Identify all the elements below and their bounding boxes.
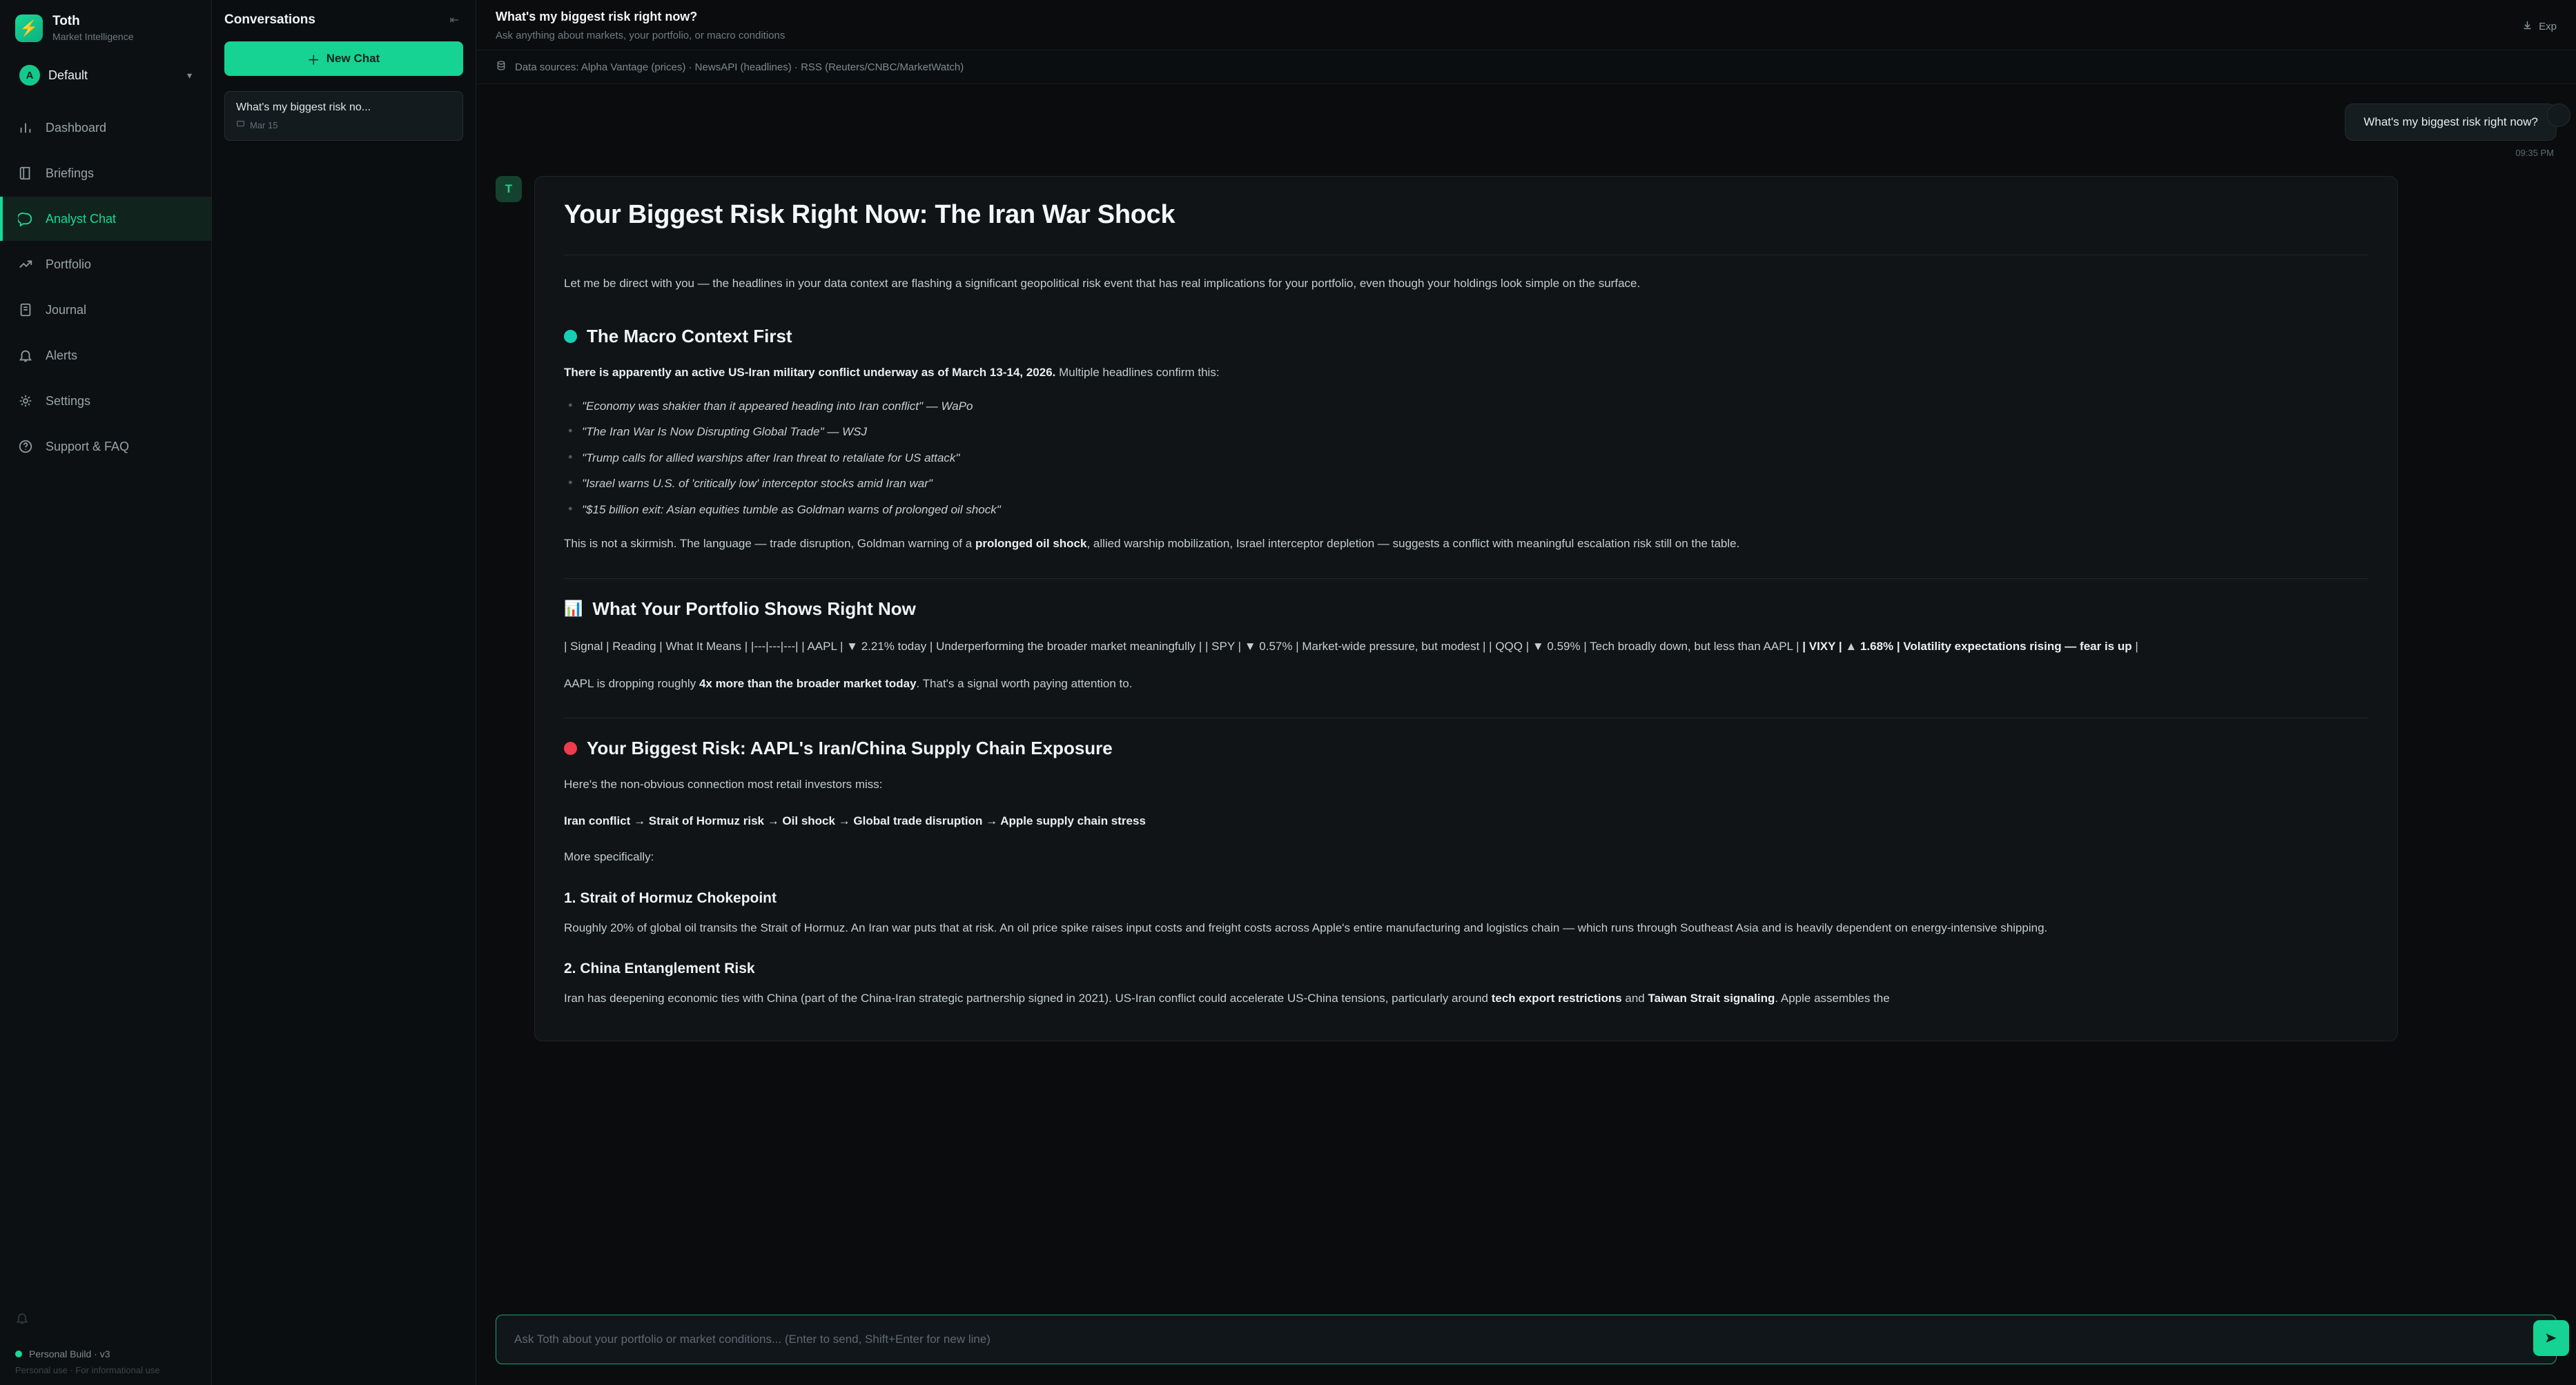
brand-name: Toth xyxy=(52,14,80,28)
data-sources-text: Data sources: Alpha Vantage (prices) · NewsAPI (headlines) · RSS (Reuters/CNBC/MarketWatch) xyxy=(515,61,964,73)
assistant-title: Your Biggest Risk Right Now: The Iran War Shock xyxy=(564,200,1175,229)
sidebar-item-label: Briefings xyxy=(46,166,95,180)
page-subtitle: Ask anything about markets, your portfolio, or macro conditions xyxy=(496,30,786,41)
sidebar-item-journal[interactable] xyxy=(0,288,211,332)
macro-closer xyxy=(564,535,2368,553)
build-label: Personal Build · v3 xyxy=(29,1348,110,1359)
sidebar-item-analyst-chat[interactable] xyxy=(0,197,211,241)
sidebar-item-label: Support & FAQ xyxy=(46,439,130,453)
plus-icon: ＋ xyxy=(307,53,320,67)
chevron-down-icon[interactable]: ▾ xyxy=(186,69,192,81)
bar-chart-icon xyxy=(18,120,33,135)
user-message xyxy=(496,84,2557,158)
help-circle-icon xyxy=(18,439,33,454)
portfolio-signal-table xyxy=(564,636,2368,658)
portfolio-note-b: . That's a signal worth paying attention to. xyxy=(916,677,1133,691)
export-label: Exp xyxy=(2539,21,2557,32)
sidebar-item-label: Journal xyxy=(46,302,87,317)
risk-point-body-2a: Iran has deepening economic ties with China (part of the China-Iran strategic partnership signed in 2021). US-Iran conflict could accelerate US-China tensions, particularly around xyxy=(564,991,1492,1005)
conversation-list xyxy=(224,91,463,141)
risk-point-body-mid: and xyxy=(1621,991,1648,1005)
sidebar-item-briefings[interactable] xyxy=(0,151,211,195)
data-sources-bar xyxy=(476,50,2576,84)
section-heading-label: What Your Portfolio Shows Right Now xyxy=(592,598,916,619)
send-button[interactable] xyxy=(2533,1320,2569,1356)
macro-lead-rest: Multiple headlines confirm this: xyxy=(1055,366,1220,380)
sidebar-item-settings[interactable] xyxy=(0,379,211,423)
trending-up-icon xyxy=(18,257,33,272)
portfolio-note-strong: 4x more than the broader market today xyxy=(699,677,917,691)
book-icon xyxy=(18,166,33,181)
download-icon xyxy=(2521,19,2533,34)
composer[interactable] xyxy=(496,1315,2557,1364)
conversation-meta xyxy=(236,119,451,130)
divider xyxy=(564,578,2368,579)
conversation-title: What's my biggest risk no... xyxy=(236,101,371,113)
status-dot-icon xyxy=(15,1350,22,1357)
message-scroll-area[interactable] xyxy=(476,84,2576,1385)
new-chat-label: New Chat xyxy=(326,52,380,65)
notebook-icon xyxy=(18,302,33,317)
chat-bubble-icon xyxy=(18,211,33,226)
sidebar-item-label: Alerts xyxy=(46,348,78,362)
risk-point-strong-2: Taiwan Strait signaling xyxy=(1648,991,1775,1005)
teal-circle-icon xyxy=(564,330,577,343)
macro-closer-strong: prolonged oil shock xyxy=(975,537,1087,551)
risk-chain: Iran conflict → Strait of Hormuz risk → Oil shock → Global trade disruption → Apple supply chain stress xyxy=(564,814,1146,827)
risk-point-heading-1: 1. Strait of Hormuz Chokepoint xyxy=(564,890,777,906)
list-item: • "The Iran War Is Now Disrupting Global Trade" — WSJ xyxy=(564,423,2368,441)
page-title: What's my biggest risk right now? xyxy=(496,10,698,23)
table-text-vol: 1.68% | Volatility expectations rising — fear is up xyxy=(1860,639,2132,653)
conversations-title: Conversations xyxy=(224,12,315,27)
bar-chart-emoji-icon: 📊 xyxy=(564,600,583,618)
list-item: • "$15 billion exit: Asian equities tumble as Goldman warns of prolonged oil shock" xyxy=(564,501,2368,519)
workspace-name: Default xyxy=(48,68,88,82)
risk-more: More specifically: xyxy=(564,850,654,864)
sidebar-footer xyxy=(0,1311,211,1385)
new-chat-button[interactable] xyxy=(224,41,463,76)
sidebar-item-label: Analyst Chat xyxy=(46,211,117,226)
message-icon xyxy=(236,119,245,130)
assistant-intro: Let me be direct with you — the headlines in your data context are flashing a significant geopolitical risk event that has real implications for your portfolio, even though your holdings look simple on the surface. xyxy=(564,277,1641,290)
bolt-icon: ⚡ xyxy=(15,14,43,42)
risk-lead: Here's the non-obvious connection most retail investors miss: xyxy=(564,778,883,792)
macro-closer-b: , allied warship mobilization, Israel interceptor depletion — suggests a conflict with meaningful escalation risk still on the table. xyxy=(1086,537,1740,551)
risk-point-body-1: Roughly 20% of global oil transits the Strait of Hormuz. An Iran war puts that at risk. An oil price spike raises input costs and freight costs across Apple's entire manufacturing and logistics chain — which runs through Southeast Asia and is heavily dependent on energy-intensive shipping. xyxy=(564,921,2048,934)
main-panel xyxy=(476,0,2576,1385)
gear-icon xyxy=(18,393,33,409)
workspace-switcher[interactable] xyxy=(11,57,200,93)
sidebar-item-portfolio[interactable] xyxy=(0,242,211,286)
scroll-edge-button[interactable] xyxy=(2547,104,2570,127)
section-heading-label: Your Biggest Risk: AAPL's Iran/China Supply Chain Exposure xyxy=(587,738,1113,759)
export-button[interactable] xyxy=(2521,10,2557,34)
list-item[interactable] xyxy=(224,91,463,141)
sidebar-item-dashboard[interactable] xyxy=(0,106,211,150)
bell-icon[interactable] xyxy=(15,1311,196,1348)
conversation-date: Mar 15 xyxy=(250,119,278,130)
table-text-c: | xyxy=(2131,639,2138,653)
portfolio-note xyxy=(564,675,2368,693)
section-heading-macro xyxy=(564,326,2368,347)
macro-lead xyxy=(564,364,2368,382)
sidebar-item-label: Dashboard xyxy=(46,120,107,135)
sidebar-item-label: Portfolio xyxy=(46,257,92,271)
section-heading-portfolio xyxy=(564,598,2368,620)
list-item: • "Israel warns U.S. of 'critically low' interceptor stocks amid Iran war" xyxy=(564,475,2368,493)
risk-point-strong-1: tech export restrictions xyxy=(1491,991,1622,1005)
avatar: T xyxy=(496,176,522,202)
avatar: A xyxy=(19,65,40,86)
build-status xyxy=(15,1348,196,1359)
chat-input[interactable] xyxy=(514,1333,2538,1346)
risk-point-body-2 xyxy=(564,990,2368,1008)
headline-list xyxy=(564,397,2368,519)
build-note: Personal use · For informational use xyxy=(15,1365,160,1375)
red-circle-icon xyxy=(564,742,577,755)
sidebar-item-alerts[interactable] xyxy=(0,333,211,377)
brand-tagline: Market Intelligence xyxy=(52,31,134,42)
assistant-message-card xyxy=(534,176,2398,1041)
brand xyxy=(0,0,211,53)
conversations-header xyxy=(212,0,476,37)
table-text-a: | Signal | Reading | What It Means | |---|---|---| | AAPL | ▼ 2.21% today | Underperforming the broader market meaningfully | | SPY | ▼ 0.57% | Market-wide pressure, but modest | | QQQ | ▼ 0.59% | Tech broadly down, but less than AAPL | xyxy=(564,639,1803,653)
main-header xyxy=(476,0,2576,50)
conversations-panel xyxy=(212,0,476,1385)
bell-icon xyxy=(18,348,33,363)
risk-point-body-2b: . Apple assembles the xyxy=(1775,991,1890,1005)
list-item: • "Economy was shakier than it appeared heading into Iran conflict" — WaPo xyxy=(564,397,2368,415)
table-text-vixy: | VIXY | xyxy=(1802,639,1842,653)
sidebar xyxy=(0,0,212,1385)
macro-lead-strong: There is apparently an active US-Iran military conflict underway as of March 13-14, 2026. xyxy=(564,366,1056,380)
message-timestamp: 09:35 PM xyxy=(2515,148,2554,158)
sidebar-item-support-faq[interactable] xyxy=(0,424,211,469)
table-text-b: ▲ xyxy=(1842,639,1860,653)
section-heading-risk xyxy=(564,738,2368,759)
composer-area xyxy=(476,1299,2576,1385)
assistant-message xyxy=(496,158,2557,1041)
section-heading-label: The Macro Context First xyxy=(587,326,792,347)
user-message-bubble: What's my biggest risk right now? xyxy=(2345,104,2557,141)
portfolio-note-a: AAPL is dropping roughly xyxy=(564,677,699,691)
list-item: • "Trump calls for allied warships after Iran threat to retaliate for US attack" xyxy=(564,449,2368,467)
macro-closer-a: This is not a skirmish. The language — trade disruption, Goldman warning of a xyxy=(564,537,975,551)
sidebar-item-label: Settings xyxy=(46,393,91,408)
collapse-panel-icon[interactable]: ⇤ xyxy=(449,14,459,26)
database-icon xyxy=(496,60,507,74)
risk-point-heading-2: 2. China Entanglement Risk xyxy=(564,960,755,976)
sidebar-nav xyxy=(0,106,211,469)
